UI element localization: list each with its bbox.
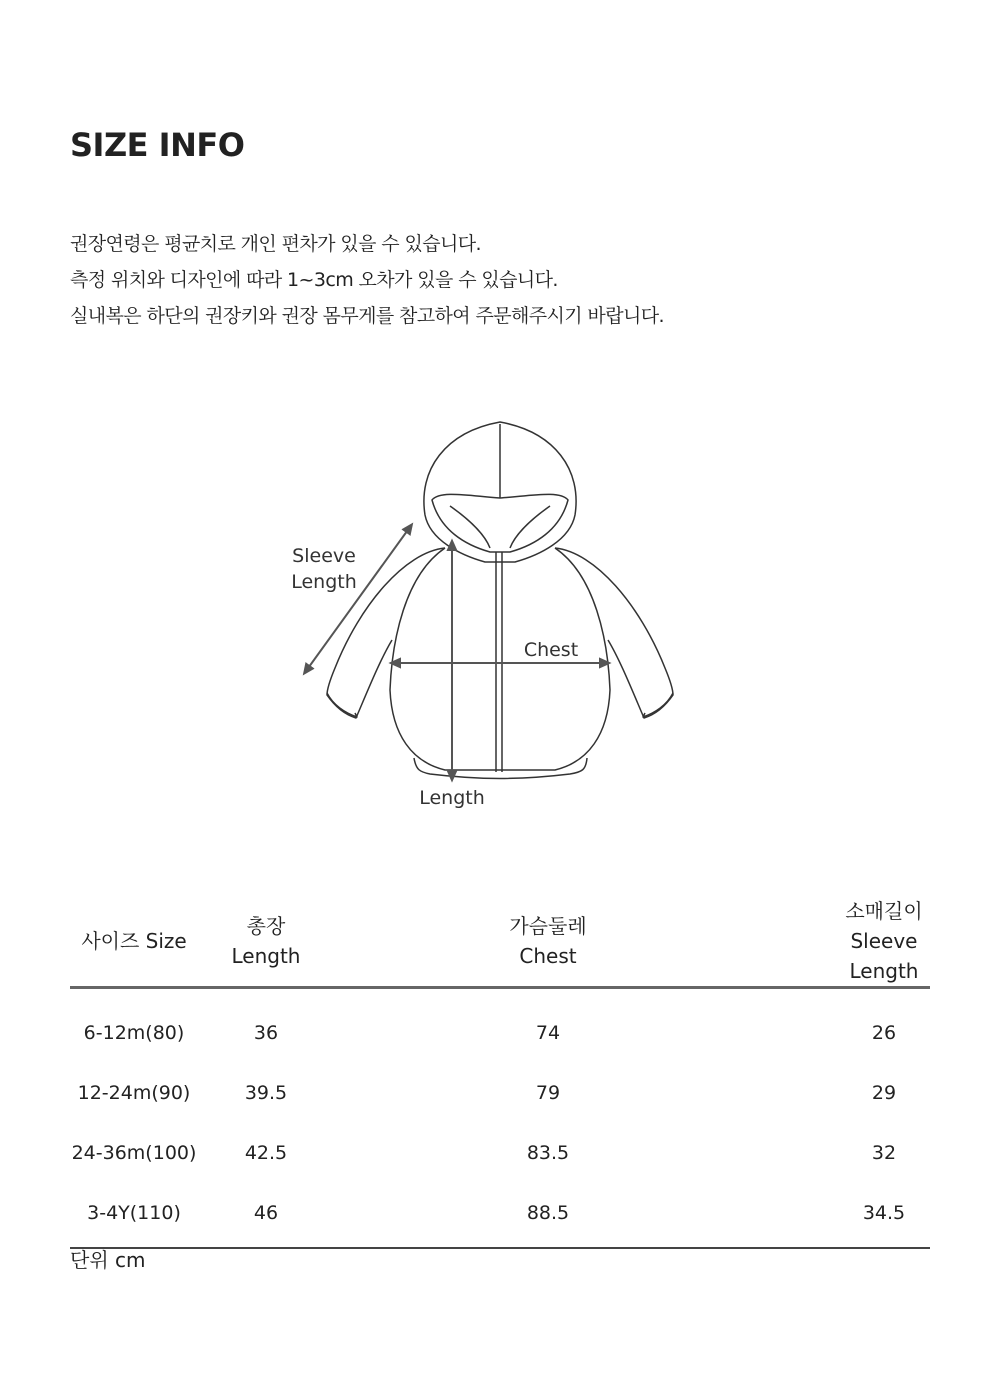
size-cell: 3-4Y(110)	[70, 1183, 198, 1248]
notice-line: 권장연령은 평균치로 개인 편차가 있을 수 있습니다.	[70, 233, 481, 255]
length-label: Length	[419, 787, 485, 809]
hood-inner	[450, 506, 490, 548]
header-size: 사이즈 Size	[70, 896, 198, 988]
notice-text-block	[70, 226, 664, 334]
sleeve-cell: 32	[871, 1142, 897, 1164]
notice-line: 측정 위치와 디자인에 따라 1~3cm 오차가 있을 수 있습니다.	[70, 269, 558, 291]
right-sleeve	[555, 548, 673, 718]
header-chest: 가슴둘레 Chest	[518, 896, 678, 988]
unit-note: 단위 cm	[70, 1248, 146, 1272]
sleeve-cell: 29	[871, 1082, 897, 1104]
size-cell: 24-36m(100)	[71, 1142, 197, 1164]
hoodie-outline	[327, 422, 673, 779]
sleeve-length-label: Length	[291, 571, 357, 593]
table-header-row	[70, 896, 930, 988]
sleeve-cell: 26	[871, 1022, 897, 1044]
table-row	[70, 988, 930, 1064]
chest-cell: 83.5	[526, 1142, 570, 1164]
left-cuff	[327, 693, 357, 717]
size-cell: 6-12m(80)	[83, 1022, 185, 1044]
chest-label: Chest	[523, 639, 579, 661]
notice-line: 실내복은 하단의 권장키와 권장 몸무게를 참고하여 주문해주시기 바랍니다.	[70, 305, 664, 327]
chest-cell: 74	[535, 1022, 561, 1044]
hood-rim	[432, 494, 568, 552]
table-row	[70, 1123, 930, 1183]
sleeve-cell: 34.5	[678, 1183, 930, 1248]
header-length: 총장 Length	[198, 896, 518, 988]
length-cell: 39.5	[244, 1082, 288, 1104]
header-sleeve-length: 소매길이 Sleeve Length	[678, 896, 930, 988]
size-table	[70, 896, 930, 1249]
chest-cell: 79	[535, 1082, 561, 1104]
hood-inner	[510, 506, 550, 548]
length-cell: 42.5	[244, 1142, 288, 1164]
page-title: SIZE INFO	[70, 126, 245, 164]
length-cell: 36	[253, 1022, 279, 1044]
chest-cell: 88.5	[518, 1183, 678, 1248]
sleeve-length-label: Sleeve	[292, 545, 356, 567]
right-cuff	[643, 693, 673, 717]
table-row	[70, 1183, 930, 1248]
length-cell: 46	[198, 1183, 518, 1248]
table-row	[70, 1063, 930, 1123]
size-cell: 12-24m(90)	[77, 1082, 191, 1104]
hoodie-measurement-diagram	[0, 400, 1000, 820]
